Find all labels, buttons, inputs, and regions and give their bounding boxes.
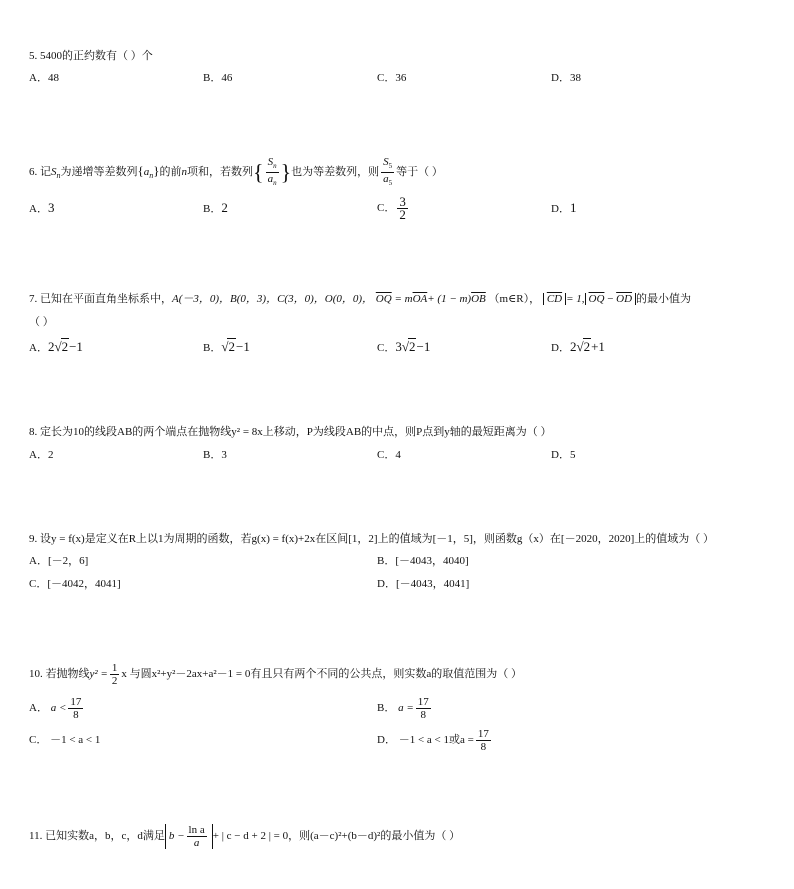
q10-option-d: D． －1 < a < 1或a = $\frac{17}{8}$ [377,727,489,753]
q5-option-c: C．36 [377,72,407,84]
q5-option-b: B．46 [203,72,233,84]
q8-option-b: B．3 [203,449,227,461]
question-number: 11. [29,830,43,842]
q9-option-d: D．[－4043，4041] [377,578,470,590]
q6-option-b: B．2 [203,200,228,215]
question-number: 10. [29,668,43,680]
question-number: 9. [29,533,38,545]
question-9-stem [29,532,714,546]
question-number: 5. [29,50,38,62]
q9-option-b: B．[－4043，4040] [377,555,469,567]
q8-option-a: A．2 [29,449,54,461]
q7-option-b: B．√2−1 [203,339,250,354]
q7-option-a: A．2√2−1 [29,339,83,354]
question-7-paren: （ ） [29,316,54,328]
question-number: 7. [29,293,38,305]
q10-option-a: A． a < $\frac{17}{8}$ [29,695,82,721]
question-6-stem: 6. 记$S_n$为递增等差数列$\{a_n\}$的前n项和，若数列{ $\frac{S_n}{a_n}$ }也为等差数列，则 $\frac{S_5}{a_5}$ 等于（ ） [29,155,443,188]
q6-option-c: C． $\frac{3}{2}$ [377,193,406,222]
q9-option-c: C．[－4042，4041] [29,578,121,590]
q10-option-b: B． a = $\frac{17}{8}$ [377,695,429,721]
q10-option-c: C． －1 < a < 1 [29,734,101,746]
question-8-stem [29,425,552,439]
q5-option-d: D．38 [551,72,581,84]
q6-option-a: A．3 [29,200,55,215]
sn-over-an-fraction: $\frac{S_n}{a_n}$ [267,155,277,188]
q8-option-c: C．4 [377,449,401,461]
question-7-stem: 7. 已知在平面直角坐标系中，A(－3，0)，B(0，3)，C(3，0)，O(0，0)， $\overline{OQ} = m\overline{OA}+ (1 - m)\overline{OB}$ （m∈R）， $\overline{CD} = 1$, $\overline{OQ} - \overline{OD}$ 的最小值为 [29,293,692,305]
q6-option-d: D．1 [551,200,577,215]
q5-option-a: A．48 [29,72,59,84]
q8-option-d: D．5 [551,449,576,461]
question-text: 定长为10的线段AB的两个端点在抛物线y² = 8x上移动，P为线段AB的中点，则P点到y轴的最短距离为（ ） [40,426,552,438]
question-text: 设y = f(x)是定义在R上以1为周期的函数，若g(x) = f(x)+2x在区间[1，2]上的值域为[－1，5]，则函数g（x）在[－2020，2020]上的值域为（ ） [40,533,714,545]
question-number: 8. [29,426,38,438]
question-5-stem [29,49,153,63]
one-half-fraction: $\frac{1}{2}$ [111,661,118,687]
s5-over-a5-fraction: $\frac{S_5}{a_5}$ [383,155,393,188]
question-11-stem: 11. 已知实数a，b，c，d满足 b − $\frac{\text{ln a}}{a}$ + | c − d + 2 | = 0，则(a－c)²+(b－d)²的最小值为（ ） [29,823,461,849]
question-10-stem: 10. 若抛物线y² = $\frac{1}{2}$ x 与圆x²+y²－2ax+a²－1 = 0有且只有两个不同的公共点，则实数a的取值范围为（ ） [29,661,523,687]
question-text: 5400的正约数有（ ）个 [40,50,153,62]
q9-option-a: A．[－2，6] [29,555,89,567]
q7-option-c: C．3√2−1 [377,339,431,354]
question-number: 6. [29,166,38,178]
q7-option-d: D．2√2+1 [551,339,605,354]
